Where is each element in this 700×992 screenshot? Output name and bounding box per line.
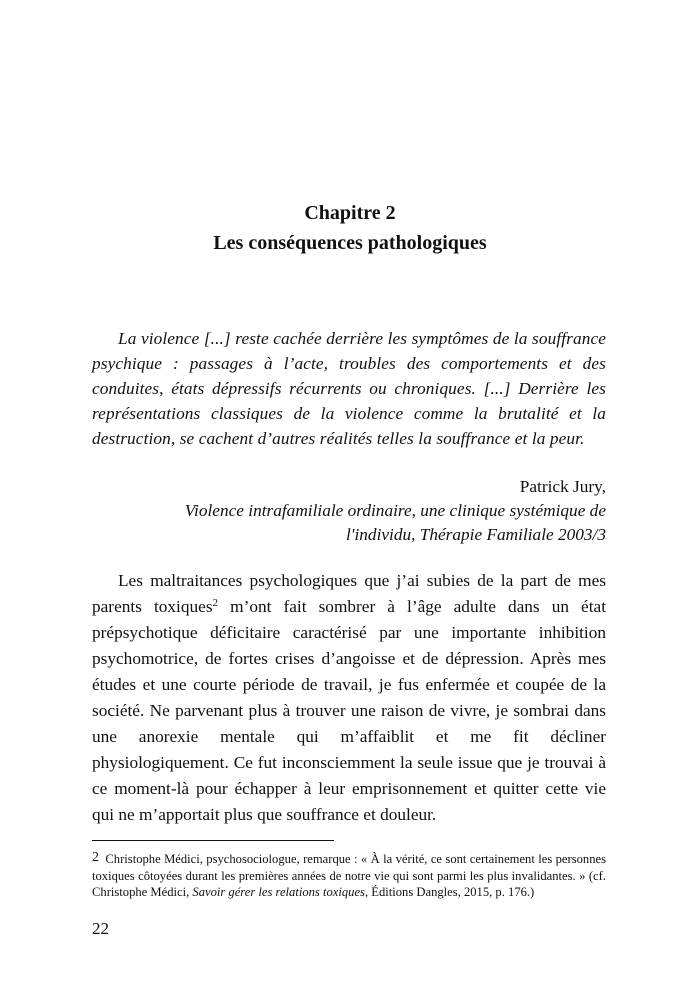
body-text-part-2: m’ont fait sombrer à l’âge adulte dans un état prépsychotique déficitaire caractérisé par une importante inhibition psychomotrice, de fortes crises d’angoisse et de dépression. Après mes études et une courte période de travail, je fus enfermée et coupée de la société. Ne parvenant plus à trouver une raison de vivre, je sombrai dans une anorexie mentale qui m’affaiblit et me fit décliner physiologiquement. Ce fut inconsciemment la seule issue que je trouvai à ce moment-là pour échapper à leur emprisonnement et quitter cette vie qui ne m’apportait plus que souffrance et douleur. xyxy=(92,597,606,824)
chapter-title: Les conséquences pathologiques xyxy=(213,232,487,254)
footnote-book-title: Savoir gérer les relations toxiques xyxy=(192,885,365,900)
body-text-part-1: Les maltraitances psychologiques que j’ai subies de la part de mes parents toxiques xyxy=(92,571,606,616)
footnote-text-before: Christophe Médici, psychosociologue, remarque : « À la vérité, ce sont certainement les personnes toxiques côtoyées durant les premières années de notre vie qui sont parmi les plus invalidantes. » (cf. Christophe Médici, xyxy=(92,852,606,900)
epigraph-source-line-2: l'individu, Thérapie Familiale 2003/3 xyxy=(345,525,606,544)
footnote-separator xyxy=(92,840,334,841)
page-number: 22 xyxy=(92,919,109,938)
footnote-number: 2 xyxy=(92,850,99,865)
chapter-number: Chapitre 2 xyxy=(304,202,396,224)
footnote-reference[interactable]: 2 xyxy=(212,596,219,609)
footnote xyxy=(92,850,606,901)
body-paragraph xyxy=(92,568,606,828)
epigraph-source-line-1: Violence intrafamiliale ordinaire, une clinique systémique de xyxy=(184,501,606,520)
footnote-text-after: , Éditions Dangles, 2015, p. 176.) xyxy=(364,885,535,900)
epigraph-author: Patrick Jury, xyxy=(519,477,606,496)
epigraph-quote: La violence [...] reste cachée derrière les symptômes de la souffrance psychique : passages à l’acte, troubles des comportements et des conduites, états dépressifs récurrents ou chroniques. [...] Derrière les représentations classiques de la violence comme la brutalité et la destruction, se cachent d’autres réalités telles la souffrance et la peur. xyxy=(92,329,606,448)
